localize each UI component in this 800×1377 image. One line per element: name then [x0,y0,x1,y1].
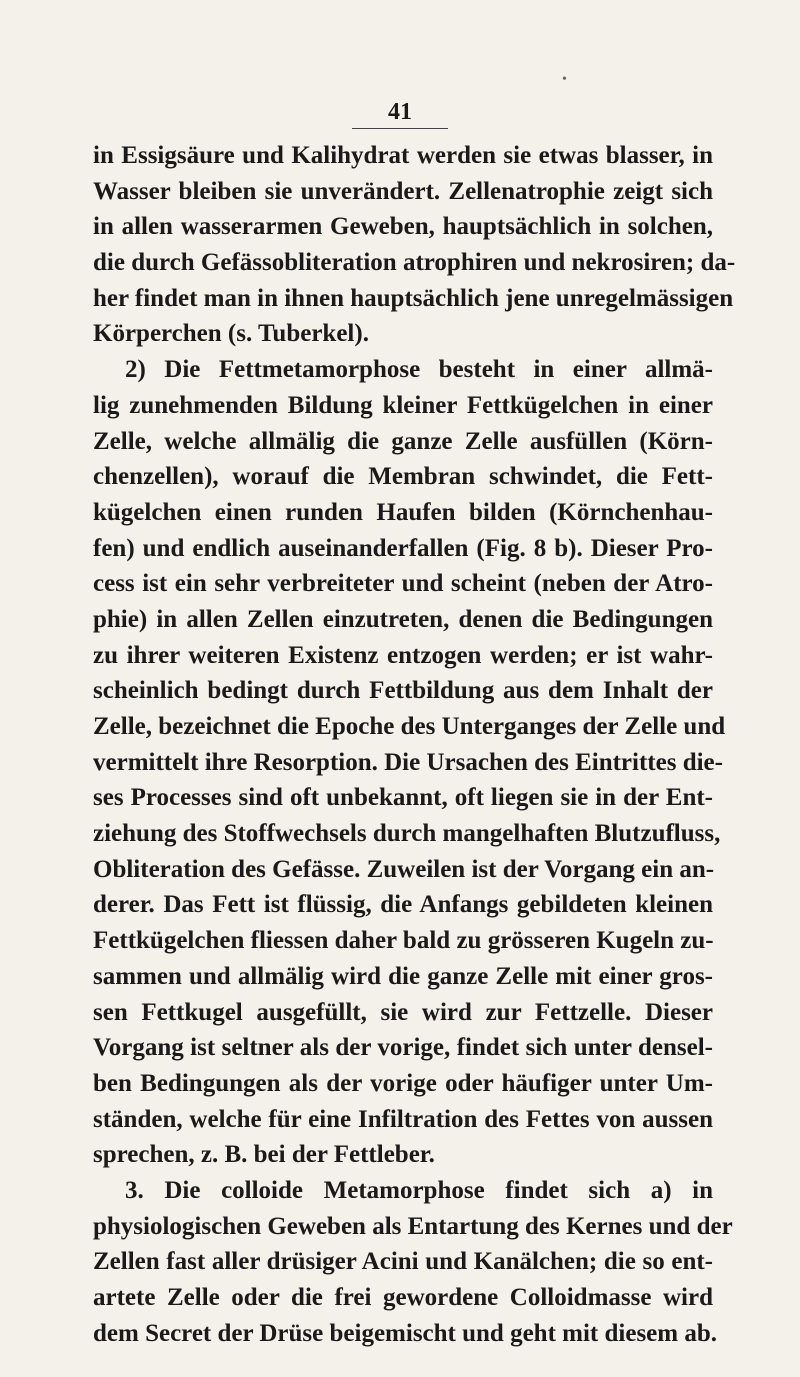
text-line: Wasser bleiben sie unverändert. Zellenatrophie zeigt sich [93,177,713,205]
text-line: dem Secret der Drüse beigemischt und geht mit diesem ab. [93,1319,718,1347]
text-line: 2) Die Fettmetamorphose besteht in einer allmä- [125,356,713,384]
text-line: ziehung des Stoffwechsels durch mangelhaften Blutzufluss, [93,820,721,848]
text-line: Vorgang ist seltner als der vorige, findet sich unter densel- [93,1034,713,1062]
text-line: sprechen, z. B. bei der Fettleber. [93,1141,435,1169]
text-line: in allen wasserarmen Geweben, hauptsächlich in solchen, [93,213,713,241]
text-line: in Essigsäure und Kalihydrat werden sie etwas blasser, in [93,142,713,169]
text-line: her findet man in ihnen hauptsächlich jene unregelmässigen [93,284,734,312]
body-text [93,138,736,1351]
text-line: Fettkügelchen fliessen daher bald zu grösseren Kugeln zu- [93,927,714,955]
text-line: die durch Gefässobliteration atrophiren und nekrosiren; da- [93,249,736,277]
text-line: artete Zelle oder die frei gewordene Colloidmasse wird [93,1284,713,1311]
text-line: zu ihrer weiteren Existenz entzogen werden; er ist wahr- [93,641,713,669]
text-line: cess ist ein sehr verbreiteter und scheint (neben der Atro- [93,570,713,598]
text-line: phie) in allen Zellen einzutreten, denen die Bedingungen [93,605,713,633]
text-line: Zellen fast aller drüsiger Acini und Kanälchen; die so ent- [93,1248,713,1276]
text-line: ses Processes sind oft unbekannt, oft liegen sie in der Ent- [93,784,713,812]
text-line: Obliteration des Gefässe. Zuweilen ist der Vorgang ein an- [93,855,715,883]
text-line: lig zunehmenden Bildung kleiner Fettkügelchen in einer [93,391,713,419]
text-line: Körperchen (s. Tuberkel). [93,320,369,348]
text-line: kügelchen einen runden Haufen bilden (Körnchenhau- [93,498,713,526]
text-line: chenzellen), worauf die Membran schwindet, die Fett- [93,463,713,491]
text-line: Zelle, welche allmälig die ganze Zelle ausfüllen (Körn- [93,427,713,455]
text-line: Zelle, bezeichnet die Epoche des Unterganges der Zelle und [93,713,726,740]
page-number: 41 [352,98,448,129]
text-line: physiologischen Geweben als Entartung des Kernes und der [93,1212,733,1240]
text-line: sen Fettkugel ausgefüllt, sie wird zur Fettzelle. Dieser [93,998,713,1026]
text-line: derer. Das Fett ist flüssig, die Anfangs gebildeten kleinen [93,891,713,919]
page-mark: • [562,72,567,87]
text-line: scheinlich bedingt durch Fettbildung aus dem Inhalt der [93,677,713,705]
text-line: ständen, welche für eine Infiltration des Fettes von aussen [93,1105,713,1133]
text-line: vermittelt ihre Resorption. Die Ursachen des Eintrittes die- [93,748,723,776]
text-line: ben Bedingungen als der vorige oder häufiger unter Um- [93,1069,713,1097]
text-line: 3. Die colloide Metamorphose findet sich a) in [125,1176,713,1204]
text-line: fen) und endlich auseinanderfallen (Fig. 8 b). Dieser Pro- [93,534,713,562]
text-line: sammen und allmälig wird die ganze Zelle mit einer gros- [93,962,713,990]
